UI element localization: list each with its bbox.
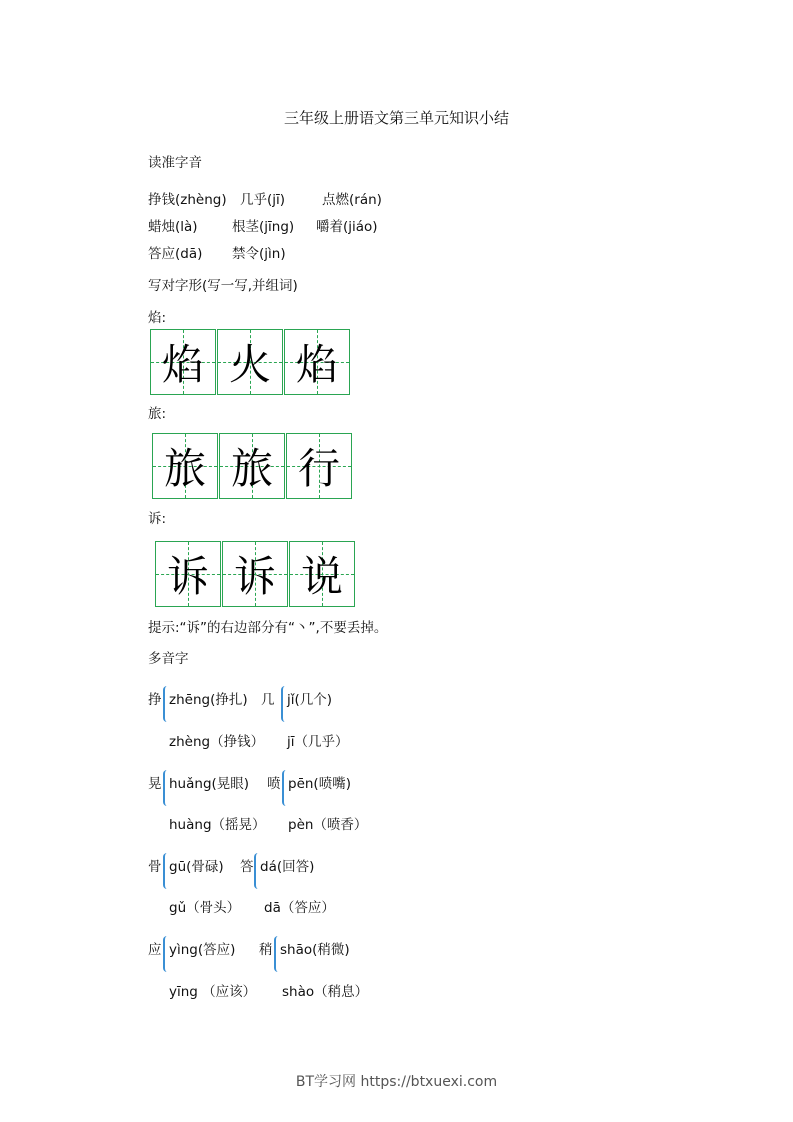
grid-char: 焰 [295,340,338,389]
poly-char: 骨 [148,859,162,875]
grid-label: 诉: [148,511,167,527]
grid-cell [155,541,221,607]
grid-label: 旅: [148,406,167,422]
grid-char: 旅 [163,444,206,493]
pron-item: 点燃(rán) [322,192,382,208]
grid-char: 行 [297,444,340,493]
poly-reading: shāo(稍微) [280,942,350,958]
grid-cell [217,329,283,395]
poly-reading: shào（稍息） [282,984,369,1000]
grid-label: 焰: [148,310,167,326]
pron-item: 答应(dā) [148,246,203,262]
poly-char: 答 [240,859,254,875]
poly-reading: gǔ（骨头） [169,900,241,916]
hint-text: 提示:“诉”的右边部分有“丶”,不要丢掉。 [148,620,388,636]
section-polyphonic: 多音字 [148,651,189,667]
section-writing: 写对字形(写一写,并组词) [148,278,298,294]
poly-reading: yīng （应该） [169,984,257,1000]
poly-reading: gū(骨碌) [169,859,224,875]
poly-reading: zhēng(挣扎) [169,692,248,708]
grid-char: 诉 [233,552,276,601]
section-pronunciation: 读准字音 [148,155,202,171]
pron-item: 挣钱(zhèng) [148,192,227,208]
poly-reading: pèn（喷香） [288,817,368,833]
poly-reading: pēn(喷嘴) [288,776,351,792]
grid-char: 旅 [230,444,273,493]
poly-reading: jī（几乎） [287,734,349,750]
poly-char: 挣 [148,692,162,708]
poly-reading: dá(回答) [260,859,315,875]
grid-char: 焰 [161,340,204,389]
poly-reading: dā（答应） [264,900,335,916]
pron-item: 根茎(jīng) [232,219,295,235]
grid-cell [284,329,350,395]
poly-char: 喷 [267,776,281,792]
tianzige-grid [150,329,351,395]
poly-reading: huàng（摇晃） [169,817,266,833]
grid-cell [219,433,285,499]
tianzige-grid [155,541,356,607]
grid-cell [222,541,288,607]
pron-item: 蜡烛(là) [148,219,198,235]
grid-char: 诉 [166,552,209,601]
page-title: 三年级上册语文第三单元知识小结 [283,109,509,127]
poly-char: 应 [148,942,162,958]
footer-watermark: BT学习网 https://btxuexi.com [295,1074,498,1090]
poly-char: 晃 [148,776,162,792]
grid-cell [152,433,218,499]
poly-reading: zhèng（挣钱） [169,734,265,750]
grid-cell [286,433,352,499]
grid-char: 火 [228,340,271,389]
grid-cell [289,541,355,607]
poly-reading: yìng(答应) [169,942,236,958]
pron-item: 禁令(jìn) [232,246,286,262]
poly-char: 稍 [259,942,273,958]
poly-reading: huǎng(晃眼) [169,776,250,792]
pron-item: 几乎(jī) [240,192,286,208]
grid-char: 说 [300,552,343,601]
grid-cell [150,329,216,395]
poly-reading: jǐ(几个) [287,692,333,708]
pron-item: 嚼着(jiáo) [316,219,378,235]
tianzige-grid [152,433,353,499]
poly-char: 几 [261,692,275,708]
